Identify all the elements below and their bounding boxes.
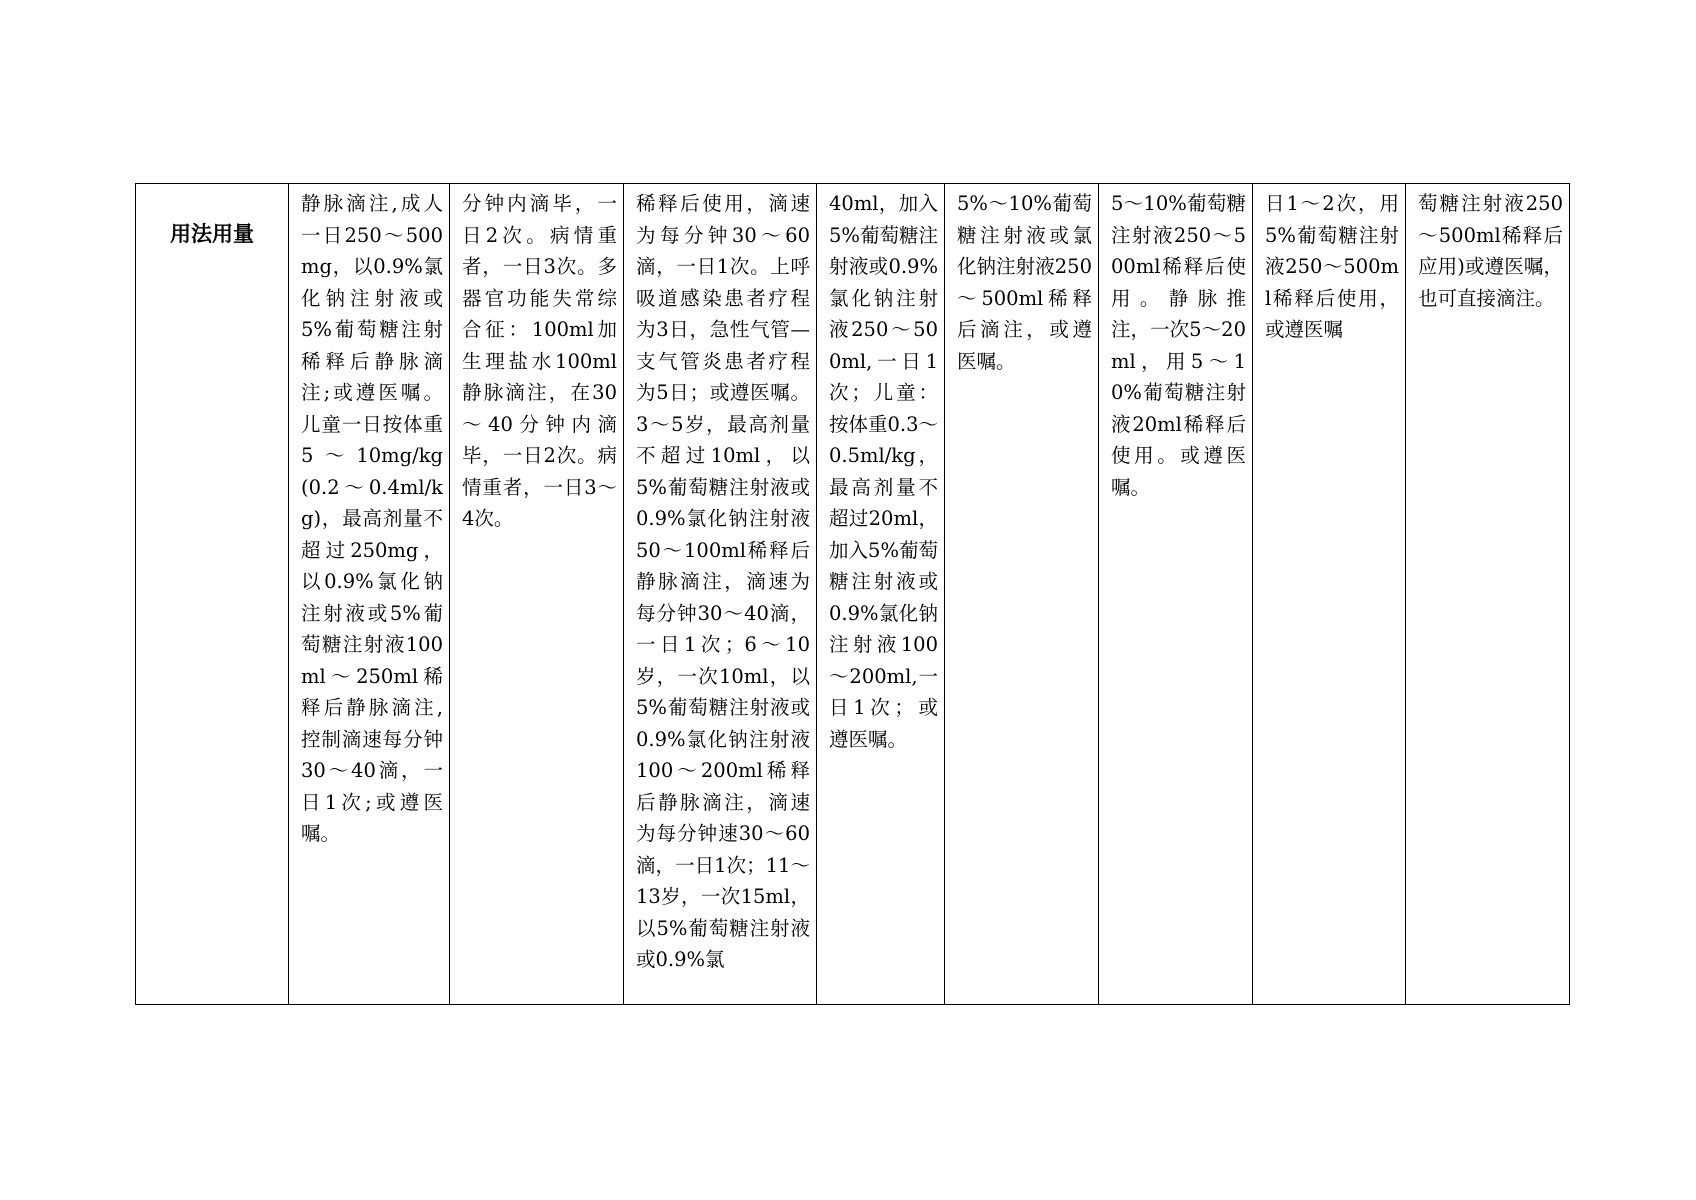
dosage-cell-5: 5%～10%葡萄糖注射液或氯化钠注射液250～500ml稀释后滴注，或遵医嘱。 bbox=[945, 184, 1099, 1005]
dosage-cell-1: 静脉滴注,成人一日250～500mg，以0.9%氯化钠注射液或5%葡萄糖注射稀释后静脉滴注;或遵医嘱。儿童一日按体重5～10mg/kg(0.2～0.4ml/kg)，最高剂量不超过250mg，以0.9%氯化钠注射液或5%葡萄糖注射液100ml～250ml稀释后静脉滴注,控制滴速每分钟30～40滴，一日1次;或遵医嘱。 bbox=[289, 184, 450, 1005]
dosage-cell-6: 5～10%葡萄糖注射液250～500ml稀释后使用。静脉推注，一次5～20ml，用5～10%葡萄糖注射液20ml稀释后使用。或遵医嘱。 bbox=[1099, 184, 1253, 1005]
dosage-table bbox=[135, 183, 1570, 1005]
dosage-cell-4: 40ml，加入5%葡萄糖注射液或0.9%氯化钠注射液250～500ml,一日1次；儿童：按体重0.3～0.5ml/kg，最高剂量不超过20ml，加入5%葡萄糖注射液或0.9%氯化钠注射液100～200ml,一日1次；或遵医嘱。 bbox=[817, 184, 945, 1005]
usage-dosage-row bbox=[136, 184, 1570, 1005]
row-header-usage-dosage: 用法用量 bbox=[136, 184, 289, 1005]
dosage-cell-7: 日1～2次，用5%葡萄糖注射液250～500ml稀释后使用，或遵医嘱 bbox=[1253, 184, 1406, 1005]
dosage-cell-2: 分钟内滴毕，一日2次。病情重者，一日3次。多器官功能失常综合征：100ml加生理盐水100ml静脉滴注，在30～40分钟内滴毕，一日2次。病情重者，一日3～4次。 bbox=[450, 184, 624, 1005]
dosage-cell-3: 稀释后使用，滴速为每分钟30～60滴，一日1次。上呼吸道感染患者疗程为3日，急性气管—支气管炎患者疗程为5日；或遵医嘱。3～5岁，最高剂量不超过10ml，以5%葡萄糖注射液或0.9%氯化钠注射液50～100ml稀释后静脉滴注，滴速为每分钟30～40滴，一日1次；6～10岁，一次10ml，以5%葡萄糖注射液或0.9%氯化钠注射液100～200ml稀释后静脉滴注，滴速为每分钟速30～60滴，一日1次；11～13岁，一次15ml，以5%葡萄糖注射液或0.9%氯 bbox=[624, 184, 817, 1005]
dosage-cell-8: 萄糖注射液250～500ml稀释后应用)或遵医嘱，也可直接滴注。 bbox=[1406, 184, 1570, 1005]
